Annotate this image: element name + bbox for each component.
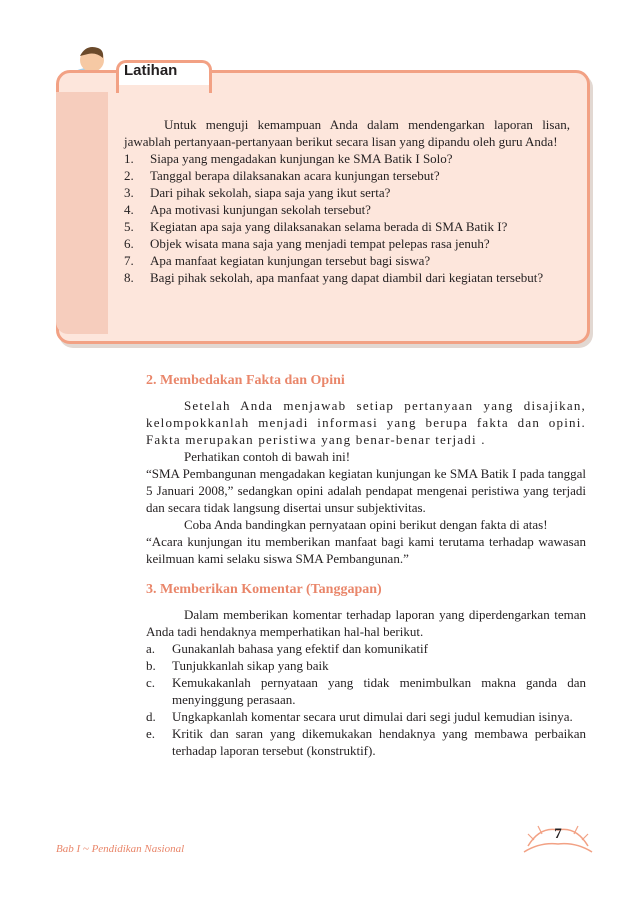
latihan-question-list [124, 150, 570, 286]
question-number: 2. [124, 168, 134, 183]
latihan-question [124, 184, 570, 201]
section-2-paragraph-5: “Acara kunjungan itu memberikan manfaat bagi kami terutama terhadap wawasan keilmuan kami selaku siswa SMA Pembangunan.” [146, 534, 586, 566]
section-3-list [146, 640, 586, 759]
question-text: Apa motivasi kunjungan sekolah tersebut? [150, 202, 371, 217]
question-number: 5. [124, 219, 134, 234]
question-text: Tanggal berapa dilaksanakan acara kunjungan tersebut? [150, 168, 440, 183]
question-number: 6. [124, 236, 134, 251]
question-text: Apa manfaat kegiatan kunjungan tersebut bagi siswa? [150, 253, 431, 268]
latihan-question [124, 167, 570, 184]
latihan-question [124, 150, 570, 167]
list-item [146, 674, 586, 708]
question-number: 7. [124, 253, 134, 268]
latihan-intro: Untuk menguji kemampuan Anda dalam mendengarkan laporan lisan, jawablah pertanyaan-pertanyaan berikut secara lisan yang dipandu oleh guru Anda! [124, 117, 570, 149]
latihan-question [124, 252, 570, 269]
list-item-text: Kritik dan saran yang dikemukakan hendaknya yang membawa perbaikan terhadap laporan tersebut (konstruktif). [172, 726, 586, 758]
list-item-text: Ungkapkanlah komentar secara urut dimulai dari segi judul kemudian isinya. [172, 709, 573, 724]
list-item-letter: c. [146, 675, 156, 690]
section-2-paragraph-3: “SMA Pembangunan mengadakan kegiatan kunjungan ke SMA Batik I pada tanggal 5 Januari 2008,” sedangkan opini adalah pendapat mengenai peristiwa yang terjadi dan secara tidak langsung disertai unsur subjektivitas. [146, 466, 586, 515]
footer-chapter-label: Bab I ~ Pendidikan Nasional [56, 843, 185, 855]
latihan-question [124, 235, 570, 252]
list-item-letter: b. [146, 658, 156, 673]
question-text: Siapa yang mengadakan kunjungan ke SMA Batik I Solo? [150, 151, 453, 166]
latihan-content [124, 116, 570, 286]
question-text: Dari pihak sekolah, siapa saja yang ikut serta? [150, 185, 391, 200]
list-item [146, 657, 586, 674]
latihan-question [124, 218, 570, 235]
latihan-box-side-strip [56, 92, 108, 334]
question-text: Objek wisata mana saja yang menjadi tempat pelepas rasa jenuh? [150, 236, 490, 251]
list-item [146, 708, 586, 725]
page-number: 7 [554, 826, 562, 842]
section-2-heading: 2. Membedakan Fakta dan Opini [146, 373, 345, 388]
section-2-paragraph-4: Coba Anda bandingkan pernyataan opini berikut dengan fakta di atas! [184, 517, 548, 532]
section-2-paragraph-1: Setelah Anda menjawab setiap pertanyaan yang disajikan, kelompokkanlah menjadi informasi yang berupa fakta dan opini. Fakta merupakan peristiwa yang benar-benar terjadi . [146, 398, 586, 447]
question-number: 3. [124, 185, 134, 200]
question-number: 4. [124, 202, 134, 217]
list-item-letter: a. [146, 641, 156, 656]
latihan-question [124, 201, 570, 218]
list-item [146, 725, 586, 759]
list-item-text: Kemukakanlah pernyataan yang tidak menimbulkan makna ganda dan menyinggung perasaan. [172, 675, 586, 707]
list-item-letter: e. [146, 726, 156, 741]
latihan-question [124, 269, 570, 286]
question-number: 1. [124, 151, 134, 166]
list-item-text: Gunakanlah bahasa yang efektif dan komunikatif [172, 641, 428, 656]
main-content [146, 372, 586, 759]
section-2-paragraph-2: Perhatikan contoh di bawah ini! [184, 449, 351, 464]
question-number: 8. [124, 270, 134, 285]
list-item [146, 640, 586, 657]
question-text: Kegiatan apa saja yang dilaksanakan selama berada di SMA Batik I? [150, 219, 508, 234]
section-3-heading: 3. Memberikan Komentar (Tanggapan) [146, 582, 382, 597]
list-item-letter: d. [146, 709, 156, 724]
list-item-text: Tunjukkanlah sikap yang baik [172, 658, 329, 673]
question-text: Bagi pihak sekolah, apa manfaat yang dapat diambil dari kegiatan tersebut? [150, 270, 544, 285]
section-3-paragraph-1: Dalam memberikan komentar terhadap laporan yang diperdengarkan teman Anda tadi hendaknya memperhatikan hal-hal berikut. [146, 607, 586, 639]
latihan-title: Latihan [124, 62, 178, 79]
